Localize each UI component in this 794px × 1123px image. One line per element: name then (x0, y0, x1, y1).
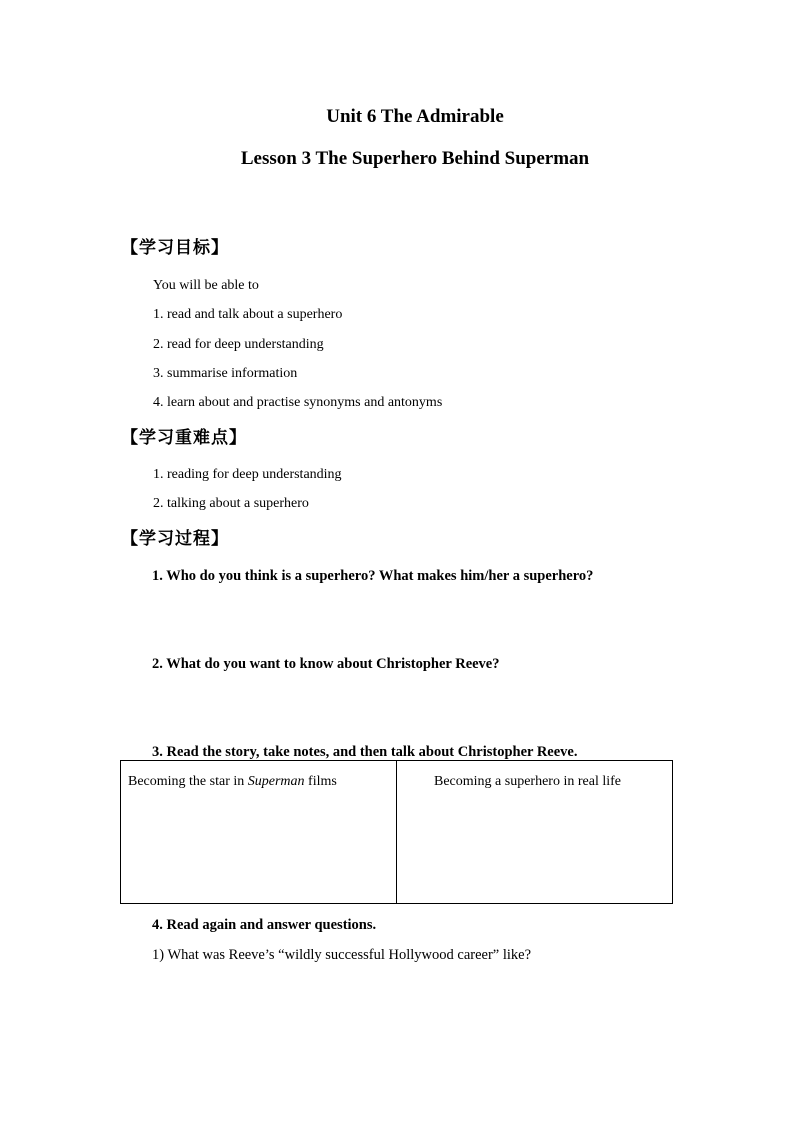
key-point-item: 2. talking about a superhero (153, 496, 309, 511)
cell-label-suffix: films (304, 774, 337, 789)
question-2: 2. What do you want to know about Christopher Reeve? (152, 656, 500, 672)
objective-item: 3. summarise information (153, 366, 298, 381)
objective-item: 2. read for deep understanding (153, 337, 324, 352)
cell-label: Becoming a superhero in real life (434, 774, 621, 789)
key-point-item: 1. reading for deep understanding (153, 467, 342, 482)
lesson-title: Lesson 3 The Superhero Behind Superman (240, 148, 590, 169)
objective-item: 4. learn about and practise synonyms and antonyms (153, 395, 443, 410)
cell-label-italic: Superman (247, 774, 305, 789)
objectives-intro: You will be able to (153, 278, 259, 293)
cell-label-prefix: Becoming the star in (128, 774, 248, 789)
unit-title: Unit 6 The Admirable (326, 106, 504, 127)
notes-table (120, 760, 673, 904)
notes-cell-real-life-superhero[interactable] (397, 761, 672, 903)
notes-cell-star-in-films[interactable] (121, 761, 397, 903)
question-3: 3. Read the story, take notes, and then talk about Christopher Reeve. (152, 744, 578, 760)
objectives-heading: 【学习目标】 (121, 238, 229, 258)
question-4-1: 1) What was Reeve’s “wildly successful Hollywood career” like? (152, 947, 532, 963)
question-4: 4. Read again and answer questions. (152, 917, 377, 933)
process-heading: 【学习过程】 (121, 529, 229, 549)
question-1: 1. Who do you think is a superhero? What makes him/her a superhero? (152, 568, 594, 584)
objective-item: 1. read and talk about a superhero (153, 307, 343, 322)
key-points-heading: 【学习重难点】 (121, 428, 247, 448)
